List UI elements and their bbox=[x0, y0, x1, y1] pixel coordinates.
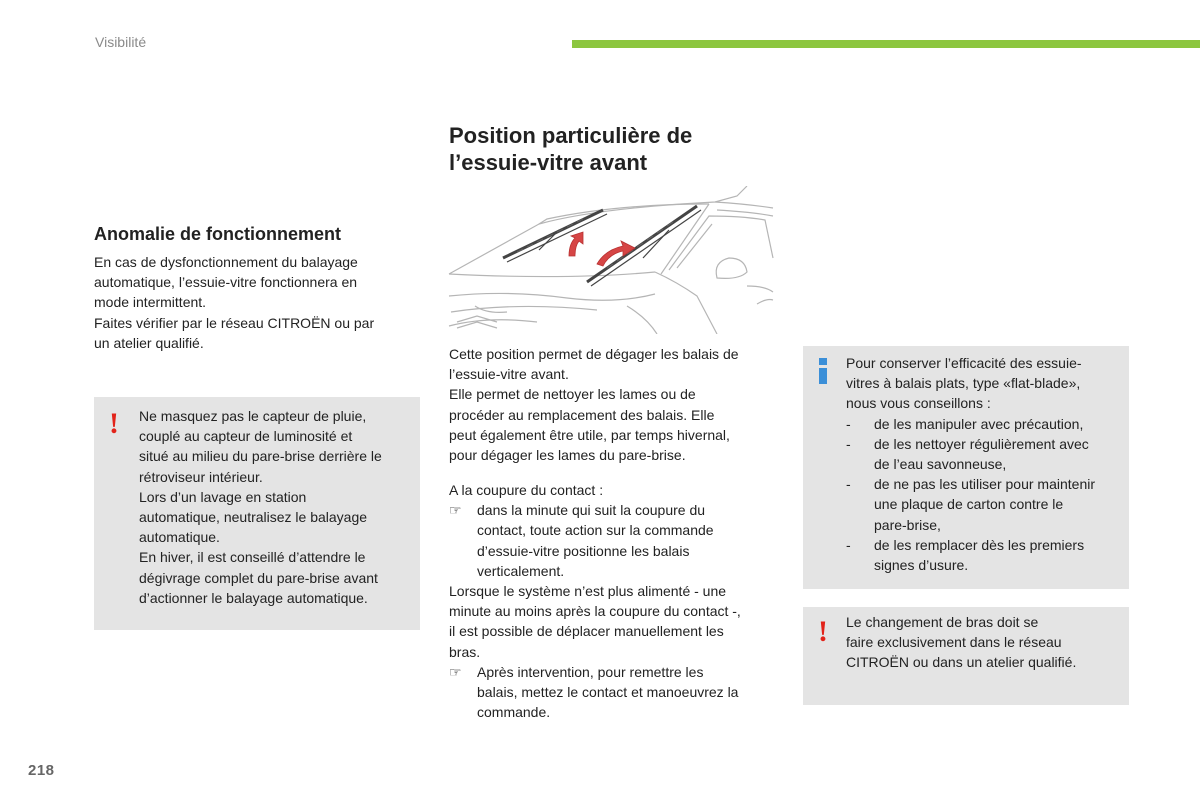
text-line: de les nettoyer régulièrement avec bbox=[874, 435, 1089, 452]
text-line: de les remplacer dès les premiers bbox=[874, 536, 1085, 553]
text-line: de les manipuler avec précaution, bbox=[874, 415, 1084, 432]
text-line: Lors d’un lavage en station bbox=[139, 488, 307, 505]
info-box bbox=[803, 346, 1129, 589]
warning-box bbox=[94, 397, 420, 630]
text-line: commande. bbox=[477, 704, 551, 721]
text-line: Lorsque le système n’est plus alimenté - une bbox=[449, 583, 727, 600]
text-line: Ne masquez pas le capteur de pluie, bbox=[139, 408, 367, 424]
windscreen-wiper-illustration bbox=[447, 186, 777, 334]
procedure-step-list bbox=[449, 662, 774, 723]
text-line: nous vous conseillons : bbox=[846, 395, 991, 412]
text-line: d’essuie-vitre positionne les balais bbox=[477, 542, 690, 559]
text-line: verticalement. bbox=[477, 562, 565, 579]
header-accent-bar bbox=[572, 40, 1200, 48]
text-line: de l’eau savonneuse, bbox=[874, 456, 1007, 473]
text-line: d’actionner le balayage automatique. bbox=[139, 589, 368, 606]
heading-line: l’essuie-vitre avant bbox=[449, 150, 648, 175]
text-line: contact, toute action sur la commande bbox=[477, 522, 714, 539]
warning-exclamation-icon: ! bbox=[818, 615, 828, 648]
section-title: Visibilité bbox=[95, 34, 147, 50]
list-bullet: - bbox=[846, 415, 851, 432]
text-line: En hiver, il est conseillé d’attendre le bbox=[139, 549, 366, 566]
text-line: faire exclusivement dans le réseau bbox=[846, 634, 1062, 651]
text-line: automatique, l’essuie-vitre fonctionnera en bbox=[94, 274, 358, 291]
text-line: pour dégager les lames du pare-brise. bbox=[449, 447, 686, 464]
text-line: bras. bbox=[449, 643, 481, 660]
procedure-step bbox=[449, 500, 774, 581]
text-line: Après intervention, pour remettre les bbox=[477, 663, 704, 680]
text-line: dégivrage complet du pare-brise avant bbox=[139, 569, 378, 586]
text-line: En cas de dysfonctionnement du balayage bbox=[94, 254, 358, 270]
advice-list bbox=[846, 414, 1126, 576]
heading-line: Position particulière de bbox=[449, 123, 693, 148]
procedure-step-list bbox=[449, 500, 774, 581]
text-line: un atelier qualifié. bbox=[94, 334, 204, 351]
text-line: procéder au remplacement des balais. Elle bbox=[449, 406, 715, 423]
section-heading bbox=[449, 122, 779, 176]
text-line: signes d’usure. bbox=[874, 557, 969, 574]
cutoff-label: A la coupure du contact : bbox=[449, 482, 604, 498]
text-line: vitres à balais plats, type «flat-blade», bbox=[846, 375, 1081, 392]
text-line: Cette position permet de dégager les balais de bbox=[449, 346, 739, 362]
text-line: de ne pas les utiliser pour maintenir bbox=[874, 476, 1096, 493]
text-line: automatique. bbox=[139, 529, 220, 546]
pointing-hand-icon: ☞ bbox=[449, 663, 462, 680]
text-line: il est possible de déplacer manuellement les bbox=[449, 623, 724, 640]
text-line: automatique, neutralisez le balayage bbox=[139, 509, 368, 526]
list-bullet: - bbox=[846, 476, 851, 493]
text-line: minute au moins après la coupure du contact -, bbox=[449, 603, 741, 620]
text-line: CITROËN ou dans un atelier qualifié. bbox=[846, 654, 1077, 671]
text-line: pare-brise, bbox=[874, 516, 941, 533]
text-line: Pour conserver l’efficacité des essuie- bbox=[846, 355, 1082, 371]
warning-exclamation-icon: ! bbox=[109, 407, 119, 440]
warning-text bbox=[846, 612, 1126, 673]
subsection-heading: Anomalie de fonctionnement bbox=[94, 224, 342, 244]
list-item bbox=[846, 414, 1126, 434]
text-line: situé au milieu du pare-brise derrière le bbox=[139, 448, 382, 465]
list-bullet: - bbox=[846, 536, 851, 553]
text-line: Elle permet de nettoyer les lames ou de bbox=[449, 386, 696, 403]
warning-text bbox=[139, 406, 419, 608]
text-line: Faites vérifier par le réseau CITROËN ou par bbox=[94, 314, 375, 331]
text-line: l’essuie-vitre avant. bbox=[449, 366, 569, 383]
text-line: mode intermittent. bbox=[94, 294, 207, 311]
procedure-step bbox=[449, 662, 774, 723]
position-intro-paragraph bbox=[449, 344, 774, 465]
info-text bbox=[846, 353, 1126, 575]
procedure-text bbox=[449, 480, 774, 722]
malfunction-paragraph bbox=[94, 252, 414, 353]
text-line: peut également être utile, par temps hivernal, bbox=[449, 426, 730, 443]
text-line: balais, mettez le contact et manoeuvrez la bbox=[477, 684, 739, 701]
list-item bbox=[846, 434, 1126, 474]
list-bullet: - bbox=[846, 435, 851, 452]
text-line: rétroviseur intérieur. bbox=[139, 468, 263, 485]
warning-box bbox=[803, 607, 1129, 705]
list-item bbox=[846, 474, 1126, 535]
pointing-hand-icon: ☞ bbox=[449, 502, 462, 519]
list-item bbox=[846, 535, 1126, 575]
text-line: couplé au capteur de luminosité et bbox=[139, 428, 353, 445]
text-line: Le changement de bras doit se bbox=[846, 614, 1039, 630]
page-number: 218 bbox=[28, 762, 55, 779]
text-line: une plaque de carton contre le bbox=[874, 496, 1064, 513]
text-line: dans la minute qui suit la coupure du bbox=[477, 502, 706, 519]
